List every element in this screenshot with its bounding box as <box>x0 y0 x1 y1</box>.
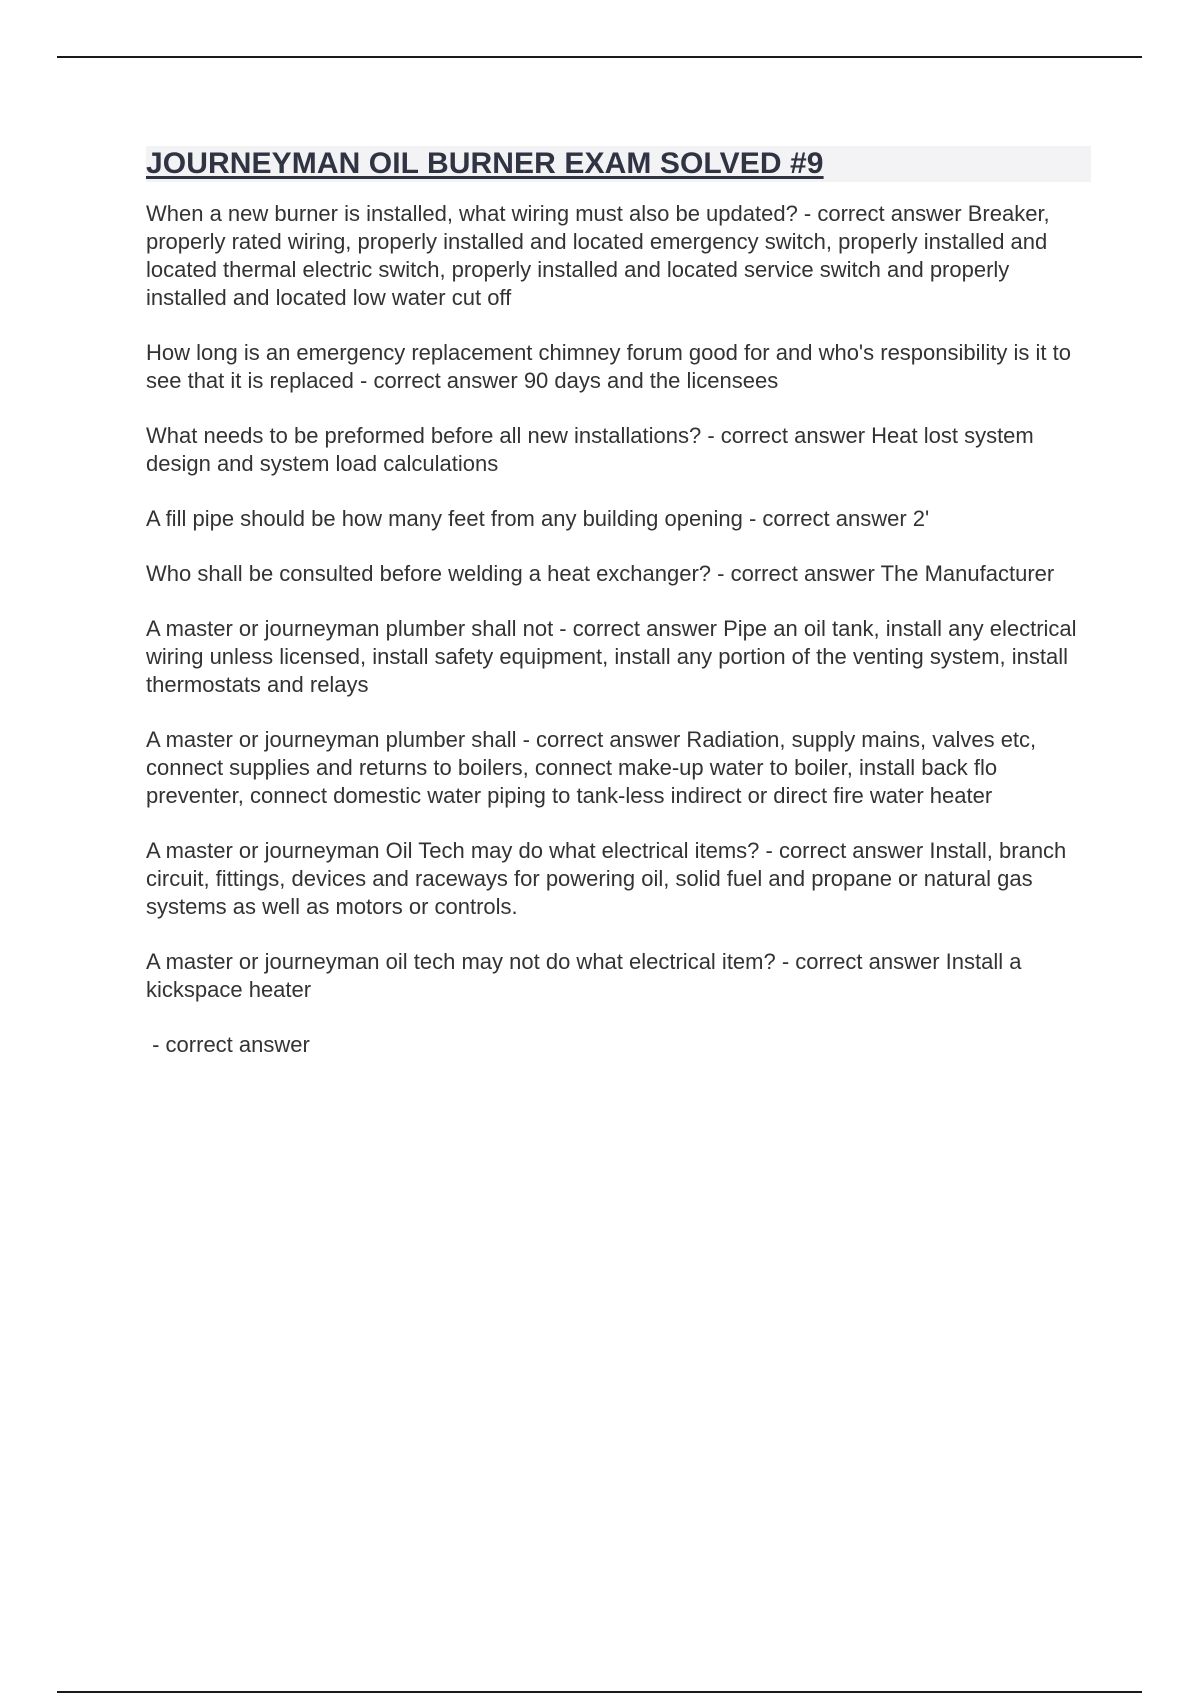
document-title: JOURNEYMAN OIL BURNER EXAM SOLVED #9 <box>146 147 824 180</box>
qa-item: When a new burner is installed, what wiring must also be updated? - correct answer Breaker, properly rated wiring, properly installed and located emergency switch, properly installed and located thermal electric switch, properly installed and located service switch and properly installed and located low water cut off <box>146 201 1050 310</box>
qa-item: A master or journeyman plumber shall not - correct answer Pipe an oil tank, install any electrical wiring unless licensed, install safety equipment, install any portion of the venting system, install thermostats and relays <box>146 616 1077 697</box>
qa-item: How long is an emergency replacement chimney forum good for and who's responsibility is it to see that it is replaced - correct answer 90 days and the licensees <box>146 340 1071 393</box>
document-body <box>146 146 1091 1086</box>
qa-item: A master or journeyman Oil Tech may do what electrical items? - correct answer Install, branch circuit, fittings, devices and raceways for powering oil, solid fuel and propane or natural gas systems as well as motors or controls. <box>146 838 1067 919</box>
qa-item: A fill pipe should be how many feet from any building opening - correct answer 2' <box>146 506 930 531</box>
qa-item: What needs to be preformed before all new installations? - correct answer Heat lost system design and system load calculations <box>146 423 1034 476</box>
title-band <box>146 146 1091 182</box>
qa-item: - correct answer <box>146 1032 310 1057</box>
qa-item: A master or journeyman oil tech may not do what electrical item? - correct answer Install a kickspace heater <box>146 949 1022 1002</box>
qa-item: A master or journeyman plumber shall - correct answer Radiation, supply mains, valves etc, connect supplies and returns to boilers, connect make-up water to boiler, install back flo preventer, connect domestic water piping to tank-less indirect or direct fire water heater <box>146 727 1037 808</box>
qa-item: Who shall be consulted before welding a heat exchanger? - correct answer The Manufacturer <box>146 561 1055 586</box>
bottom-rule <box>57 1691 1142 1693</box>
top-rule <box>57 56 1142 58</box>
